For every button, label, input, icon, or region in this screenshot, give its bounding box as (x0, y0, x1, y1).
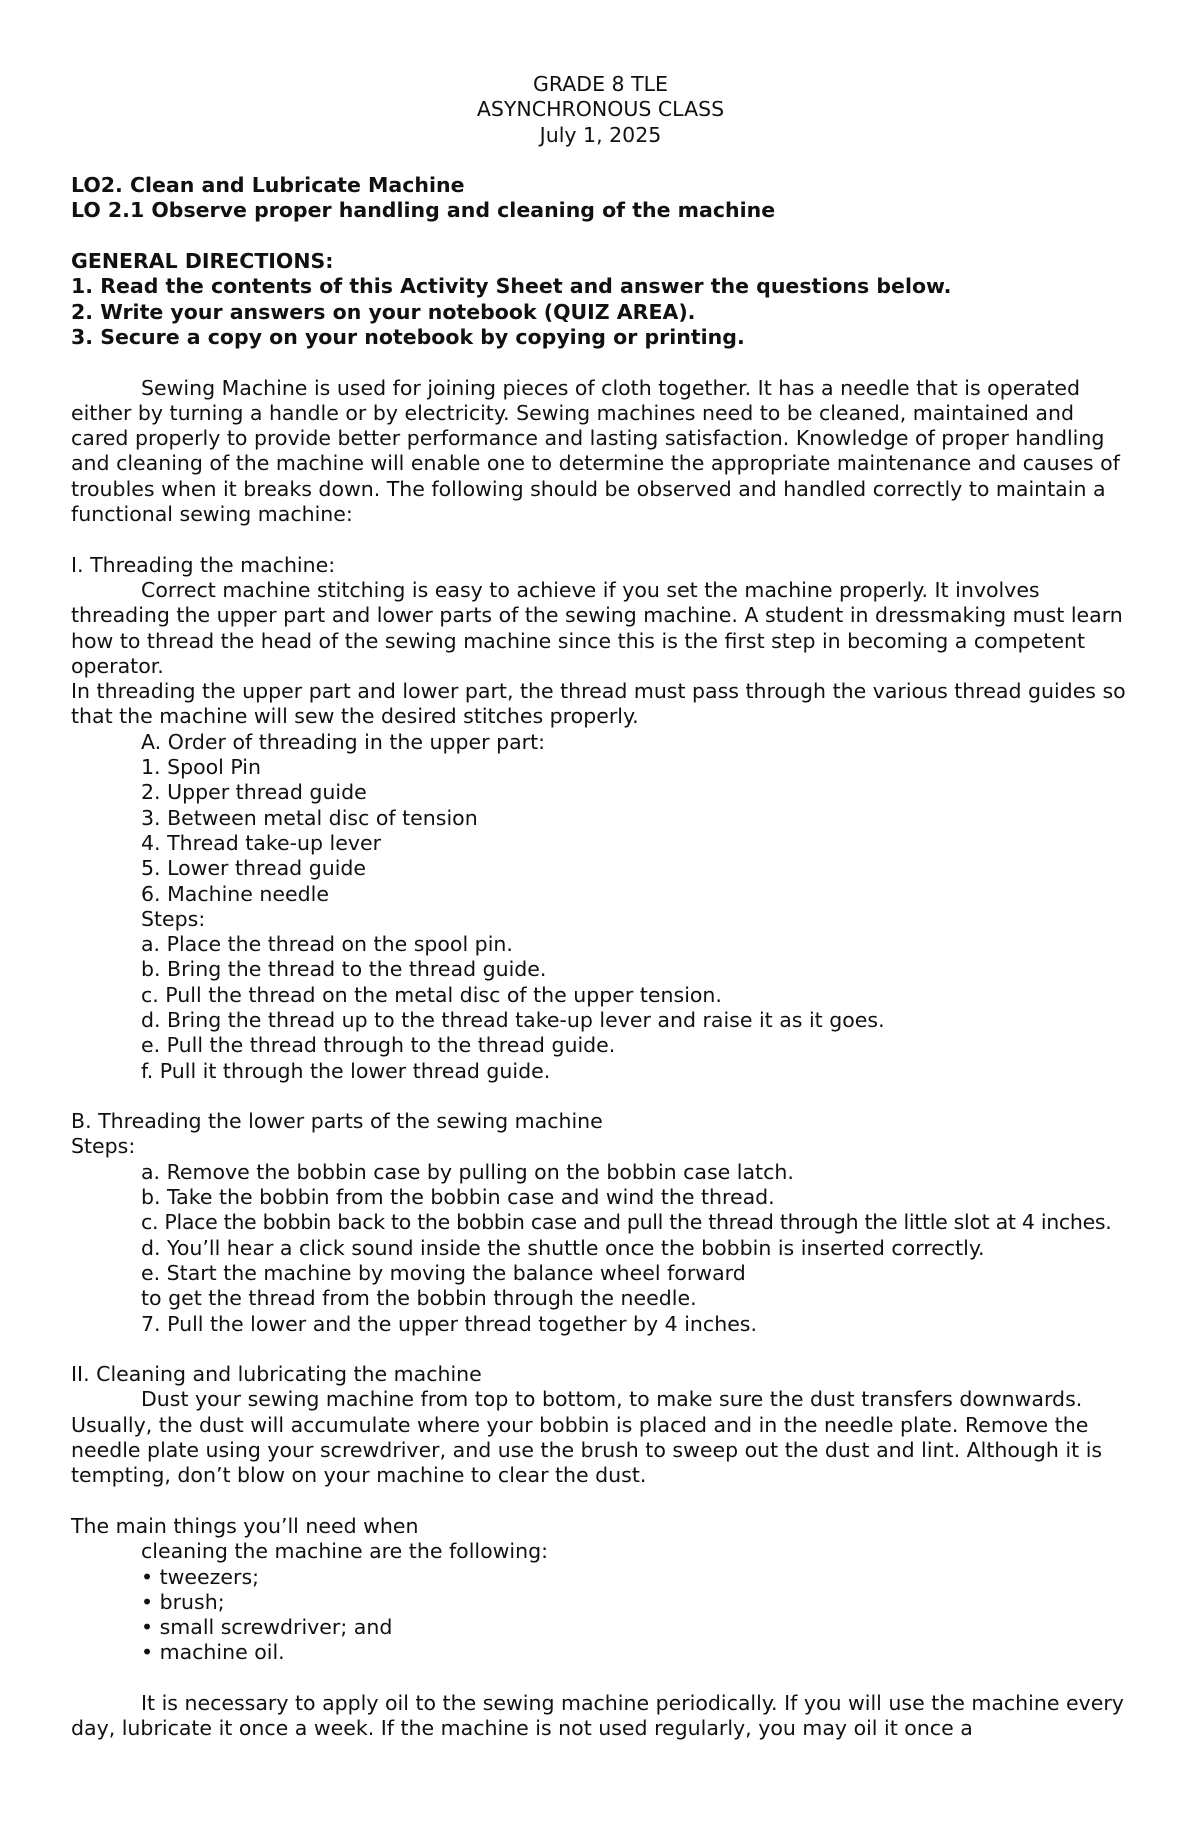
upper-step-item: b. Bring the thread to the thread guide. (141, 957, 547, 982)
lower-step-item: 7. Pull the lower and the upper thread together by 4 inches. (141, 1311, 758, 1336)
upper-threading-title: A. Order of threading in the upper part: (141, 729, 546, 754)
needs-intro-line1: The main things you’ll need when (71, 1513, 419, 1538)
upper-step-item: e. Pull the thread through to the thread guide. (141, 1033, 616, 1058)
lower-steps-block (71, 1160, 1130, 1337)
direction-item: 1. Read the contents of this Activity Sheet and answer the questions below. (71, 274, 952, 299)
section1-paragraph2: In threading the upper part and lower part, the thread must pass through the various thread guides so that the machine will sew the desired stitches properly. (71, 679, 1126, 729)
lower-step-item: b. Take the bobbin from the bobbin case and wind the thread. (141, 1185, 775, 1210)
upper-step-item: d. Bring the thread up to the thread take-up lever and raise it as it goes. (141, 1007, 885, 1032)
upper-order-item: 4. Thread take-up lever (141, 830, 382, 855)
section1-paragraph1: Correct machine stitching is easy to achieve if you set the machine properly. It involves threading the upper part and lower parts of the sewing machine. A student in dressmaking must learn how to thread the head of the sewing machine since this is the first step in becoming a competent operator. (71, 577, 1123, 678)
lower-step-item: to get the thread from the bobbin through the needle. (141, 1286, 697, 1311)
needs-item: • tweezers; (141, 1564, 260, 1589)
directions-title: GENERAL DIRECTIONS: (71, 249, 334, 274)
needs-item: • small screwdriver; and (141, 1615, 393, 1640)
upper-order-item: 2. Upper thread guide (141, 780, 367, 805)
upper-step-item: a. Place the thread on the spool pin. (141, 932, 513, 957)
needs-block (71, 1539, 1130, 1665)
upper-step-item: f. Pull it through the lower thread guide. (141, 1058, 551, 1083)
lower-steps-label: Steps: (71, 1134, 136, 1159)
lower-step-item: e. Start the machine by moving the balance wheel forward (141, 1260, 746, 1285)
section2-title: II. Cleaning and lubricating the machine (71, 1362, 482, 1387)
lower-step-item: a. Remove the bobbin case by pulling on the bobbin case latch. (141, 1159, 794, 1184)
needs-item: • brush; (141, 1589, 225, 1614)
direction-item: 2. Write your answers on your notebook (QUIZ AREA). (71, 299, 696, 324)
lo21-title: LO 2.1 Observe proper handling and cleaning of the machine (71, 198, 776, 223)
section1-title: I. Threading the machine: (71, 552, 336, 577)
upper-order-item: 5. Lower thread guide (141, 856, 367, 881)
lower-step-item: d. You’ll hear a click sound inside the shuttle once the bobbin is inserted correctly. (141, 1235, 985, 1260)
date-heading: July 1, 2025 (539, 122, 662, 147)
lower-threading-title: B. Threading the lower parts of the sewing machine (71, 1109, 603, 1134)
upper-step-item: c. Pull the thread on the metal disc of the upper tension. (141, 982, 722, 1007)
lo2-title: LO2. Clean and Lubricate Machine (71, 173, 465, 198)
oil-paragraph: It is necessary to apply oil to the sewing machine periodically. If you will use the machine every day, lubricate it once a week. If the machine is not used regularly, you may oil it once a (71, 1691, 1124, 1741)
needs-item: • machine oil. (141, 1640, 285, 1665)
intro-paragraph: Sewing Machine is used for joining pieces of cloth together. It has a needle that is operated either by turning a handle or by electricity. Sewing machines need to be cleaned, maintained and cared properly to provide better performance and lasting satisfaction. Knowledge of proper handling and cleaning of the machine will enable one to determine the appropriate maintenance and causes of troubles when it breaks down. The following should be observed and handled correctly to maintain a functional sewing machine: (71, 375, 1120, 527)
grade-heading: GRADE 8 TLE (532, 72, 669, 96)
direction-item: 3. Secure a copy on your notebook by copying or printing. (71, 324, 745, 349)
upper-order-item: 3. Between metal disc of tension (141, 805, 478, 830)
section2-paragraph1: Dust your sewing machine from top to bottom, to make sure the dust transfers downwards. Usually, the dust will accumulate where your bobbin is placed and in the needle plate. Remove the needle plate using your screwdriver, and use the brush to sweep out the dust and lint. Although it is tempting, don’t blow on your machine to clear the dust. (71, 1387, 1103, 1488)
upper-threading-block (71, 730, 1130, 1084)
upper-order-item: 1. Spool Pin (141, 755, 261, 780)
needs-intro-line2: cleaning the machine are the following: (141, 1539, 549, 1564)
class-type-heading: ASYNCHRONOUS CLASS (476, 97, 725, 122)
lower-step-item: c. Place the bobbin back to the bobbin case and pull the thread through the little slot at 4 inches. (141, 1210, 1112, 1235)
upper-steps-label: Steps: (141, 906, 206, 931)
upper-order-item: 6. Machine needle (141, 881, 329, 906)
